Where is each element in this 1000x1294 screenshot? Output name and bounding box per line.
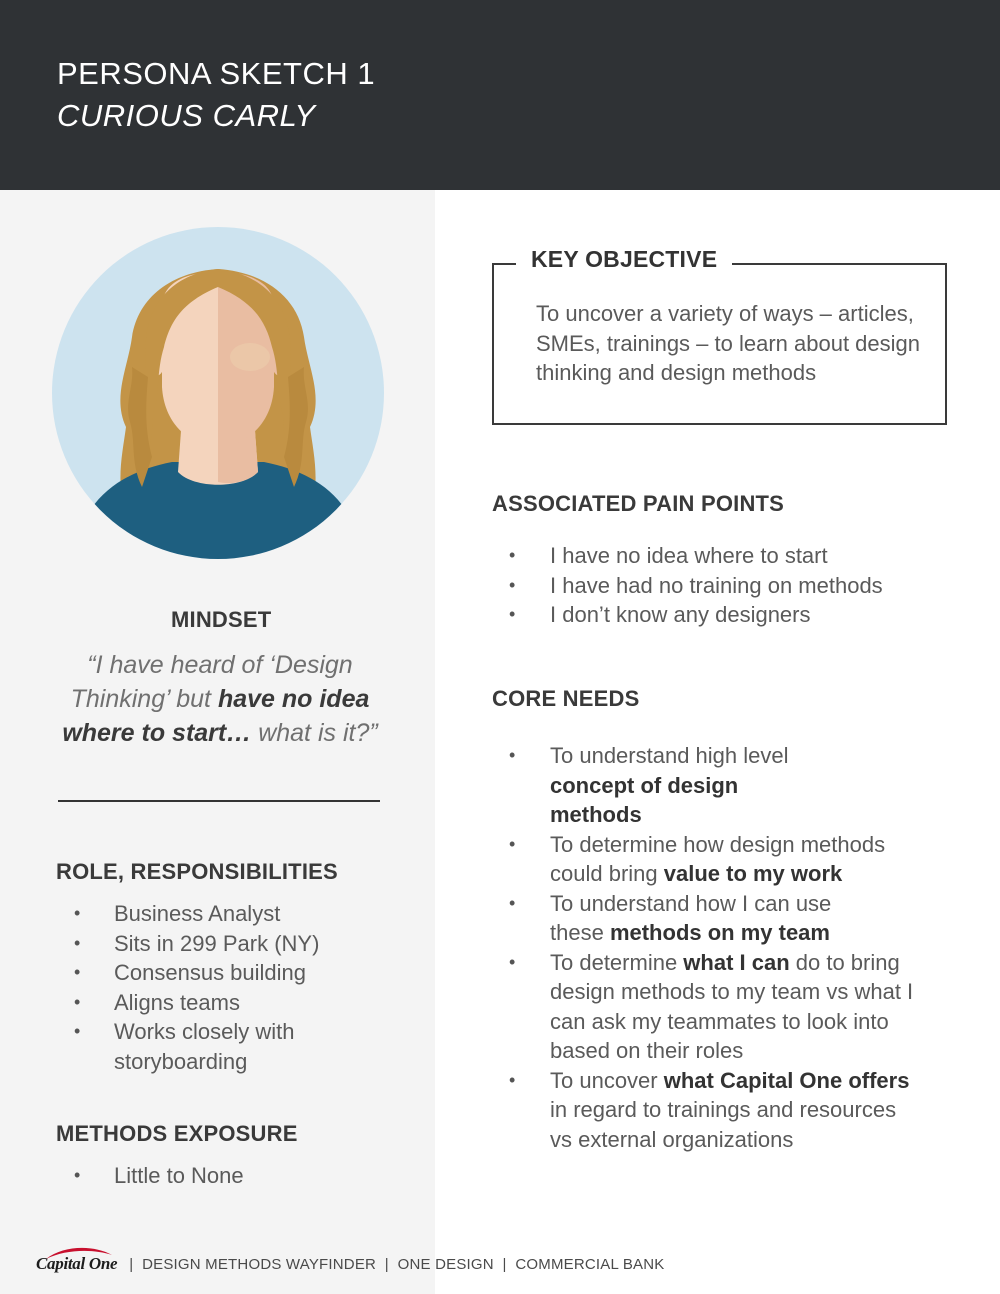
pain-points-heading: ASSOCIATED PAIN POINTS [492, 491, 785, 516]
quote-part-2: have no idea where to start… [62, 685, 370, 747]
capital-one-logo: Capital One [36, 1254, 117, 1274]
role-list [56, 899, 396, 1076]
quote-part-1: “I have heard of ‘Design Thinking’ but [70, 651, 353, 713]
mindset-heading: MINDSET [171, 607, 272, 632]
methods-exposure-heading: METHODS EXPOSURE [56, 1121, 298, 1146]
core-needs-heading: CORE NEEDS [492, 686, 640, 711]
core-needs-list [492, 741, 912, 1154]
list-item: • Business Analyst [74, 901, 281, 926]
list-item: • To uncover what Capital One offers in regard to trainings and resources vs external organizations [509, 1067, 910, 1152]
divider [58, 800, 380, 802]
key-objective-text: To uncover a variety of ways – articles, SMEs, trainings – to learn about design thinking and design methods [536, 301, 921, 385]
list-item: • To understand how I can use these methods on my team [509, 890, 832, 945]
key-objective-heading: KEY OBJECTIVE [516, 246, 732, 273]
mindset-quote [40, 648, 400, 750]
list-item: • To understand high level concept of design methods [509, 743, 789, 827]
capital-one-swoosh-icon [44, 1247, 114, 1261]
footer-text: | DESIGN METHODS WAYFINDER | ONE DESIGN | COMMERCIAL BANK [129, 1255, 665, 1273]
list-item: • To determine what I can do to bring design methods to my team vs what I can ask my teammates to look into based on their roles [509, 949, 914, 1063]
role-heading: ROLE, RESPONSIBILITIES [56, 859, 338, 884]
quote-part-3: what is it?” [251, 719, 378, 747]
list-item: • To determine how design methods could bring value to my work [509, 831, 886, 886]
list-item: • Works closely with storyboarding [74, 1019, 295, 1074]
list-item: • Consensus building [74, 960, 307, 985]
list-item: • I have had no training on methods [509, 572, 883, 598]
list-item: • Aligns teams [74, 989, 240, 1015]
persona-name: CURIOUS CARLY [57, 98, 316, 133]
header-bar [0, 0, 1000, 190]
list-item: • Little to None [74, 1163, 244, 1188]
pain-points-list [492, 541, 912, 630]
list-item: • I don’t know any designers [509, 602, 811, 627]
list-item: • Sits in 299 Park (NY) [74, 930, 320, 956]
methods-exposure-list [56, 1161, 396, 1191]
persona-avatar-icon [52, 227, 384, 559]
footer [36, 1246, 665, 1282]
list-item: • I have no idea where to start [509, 543, 828, 568]
page-title: PERSONA SKETCH 1 [57, 56, 376, 91]
